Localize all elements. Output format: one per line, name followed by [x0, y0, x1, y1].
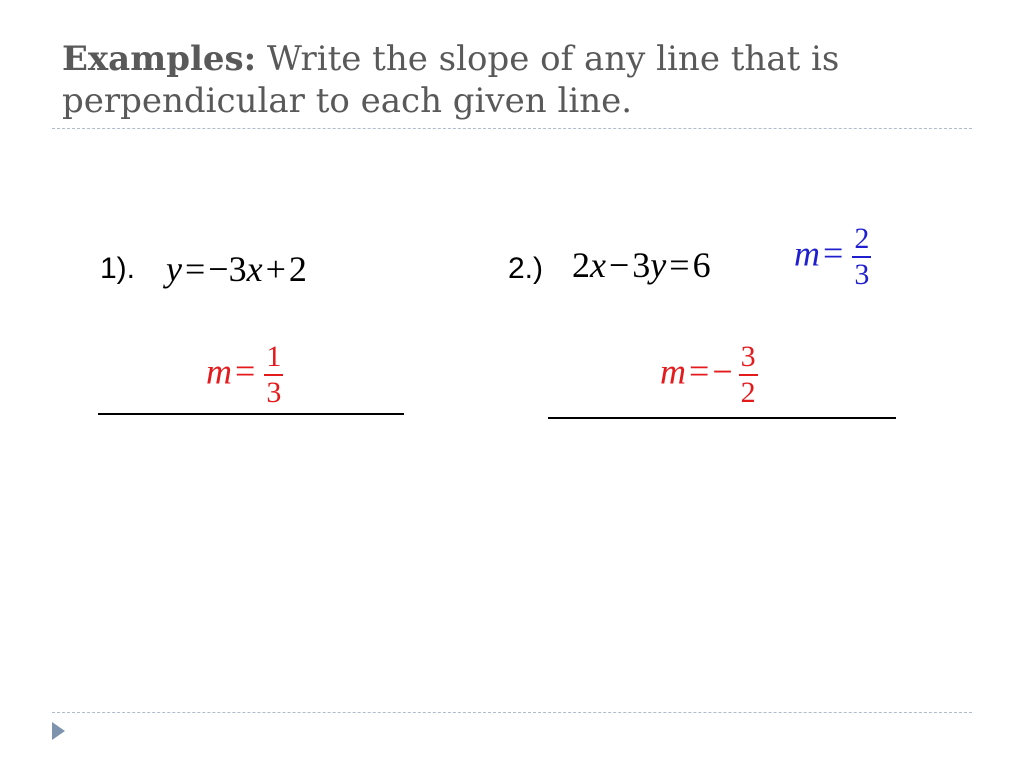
slide-title — [62, 38, 982, 122]
problem-2-answer-line — [548, 417, 896, 419]
eq1-coef: −3 — [208, 249, 247, 289]
eq2-coef-y: 3 — [632, 245, 651, 285]
problem-1-equation — [166, 248, 307, 290]
ans2-denominator: 2 — [740, 376, 756, 409]
eq1-const: 2 — [288, 249, 307, 289]
eq2-equals: = — [669, 245, 690, 285]
eq2-y: y — [650, 245, 667, 285]
ans2-sign: − — [712, 351, 733, 392]
eq2-minus: − — [608, 245, 630, 285]
eq2-coef-x: 2 — [572, 245, 590, 285]
ans2-equals: = — [689, 351, 710, 392]
ans1-denominator: 3 — [266, 376, 282, 409]
ans1-m: m — [206, 351, 232, 392]
ans1-fraction — [264, 340, 283, 410]
problem-2-given-slope — [794, 222, 871, 292]
title-divider — [52, 128, 972, 129]
ans2-fraction — [739, 340, 758, 410]
ans2-m: m — [660, 351, 686, 392]
ans1-equals: = — [235, 351, 256, 392]
ans2-numerator: 3 — [740, 340, 756, 373]
problem-1-answer-line — [98, 413, 404, 415]
eq1-plus: + — [265, 249, 286, 289]
eq2-const: 6 — [692, 245, 711, 285]
given-denominator: 3 — [854, 258, 870, 291]
ans1-numerator: 1 — [266, 340, 282, 373]
given-m: m — [794, 233, 820, 274]
eq1-equals: = — [184, 249, 206, 289]
triangle-right-icon — [52, 722, 65, 740]
title-text: Write the slope of any line that is perpendicular to each given line. — [62, 39, 840, 121]
eq1-y: y — [166, 249, 182, 289]
given-equals: = — [823, 233, 844, 274]
given-fraction — [852, 222, 871, 292]
eq1-x: x — [246, 249, 263, 289]
title-lead: Examples: — [62, 39, 257, 79]
eq2-x: x — [590, 245, 606, 285]
problem-2-answer — [660, 340, 758, 410]
problem-1-number: 1). — [100, 252, 136, 285]
problem-1-answer — [206, 340, 283, 410]
footer-divider — [52, 712, 972, 713]
given-numerator: 2 — [854, 222, 870, 255]
problem-2-number: 2.) — [508, 252, 544, 285]
problem-2-equation — [572, 244, 711, 286]
